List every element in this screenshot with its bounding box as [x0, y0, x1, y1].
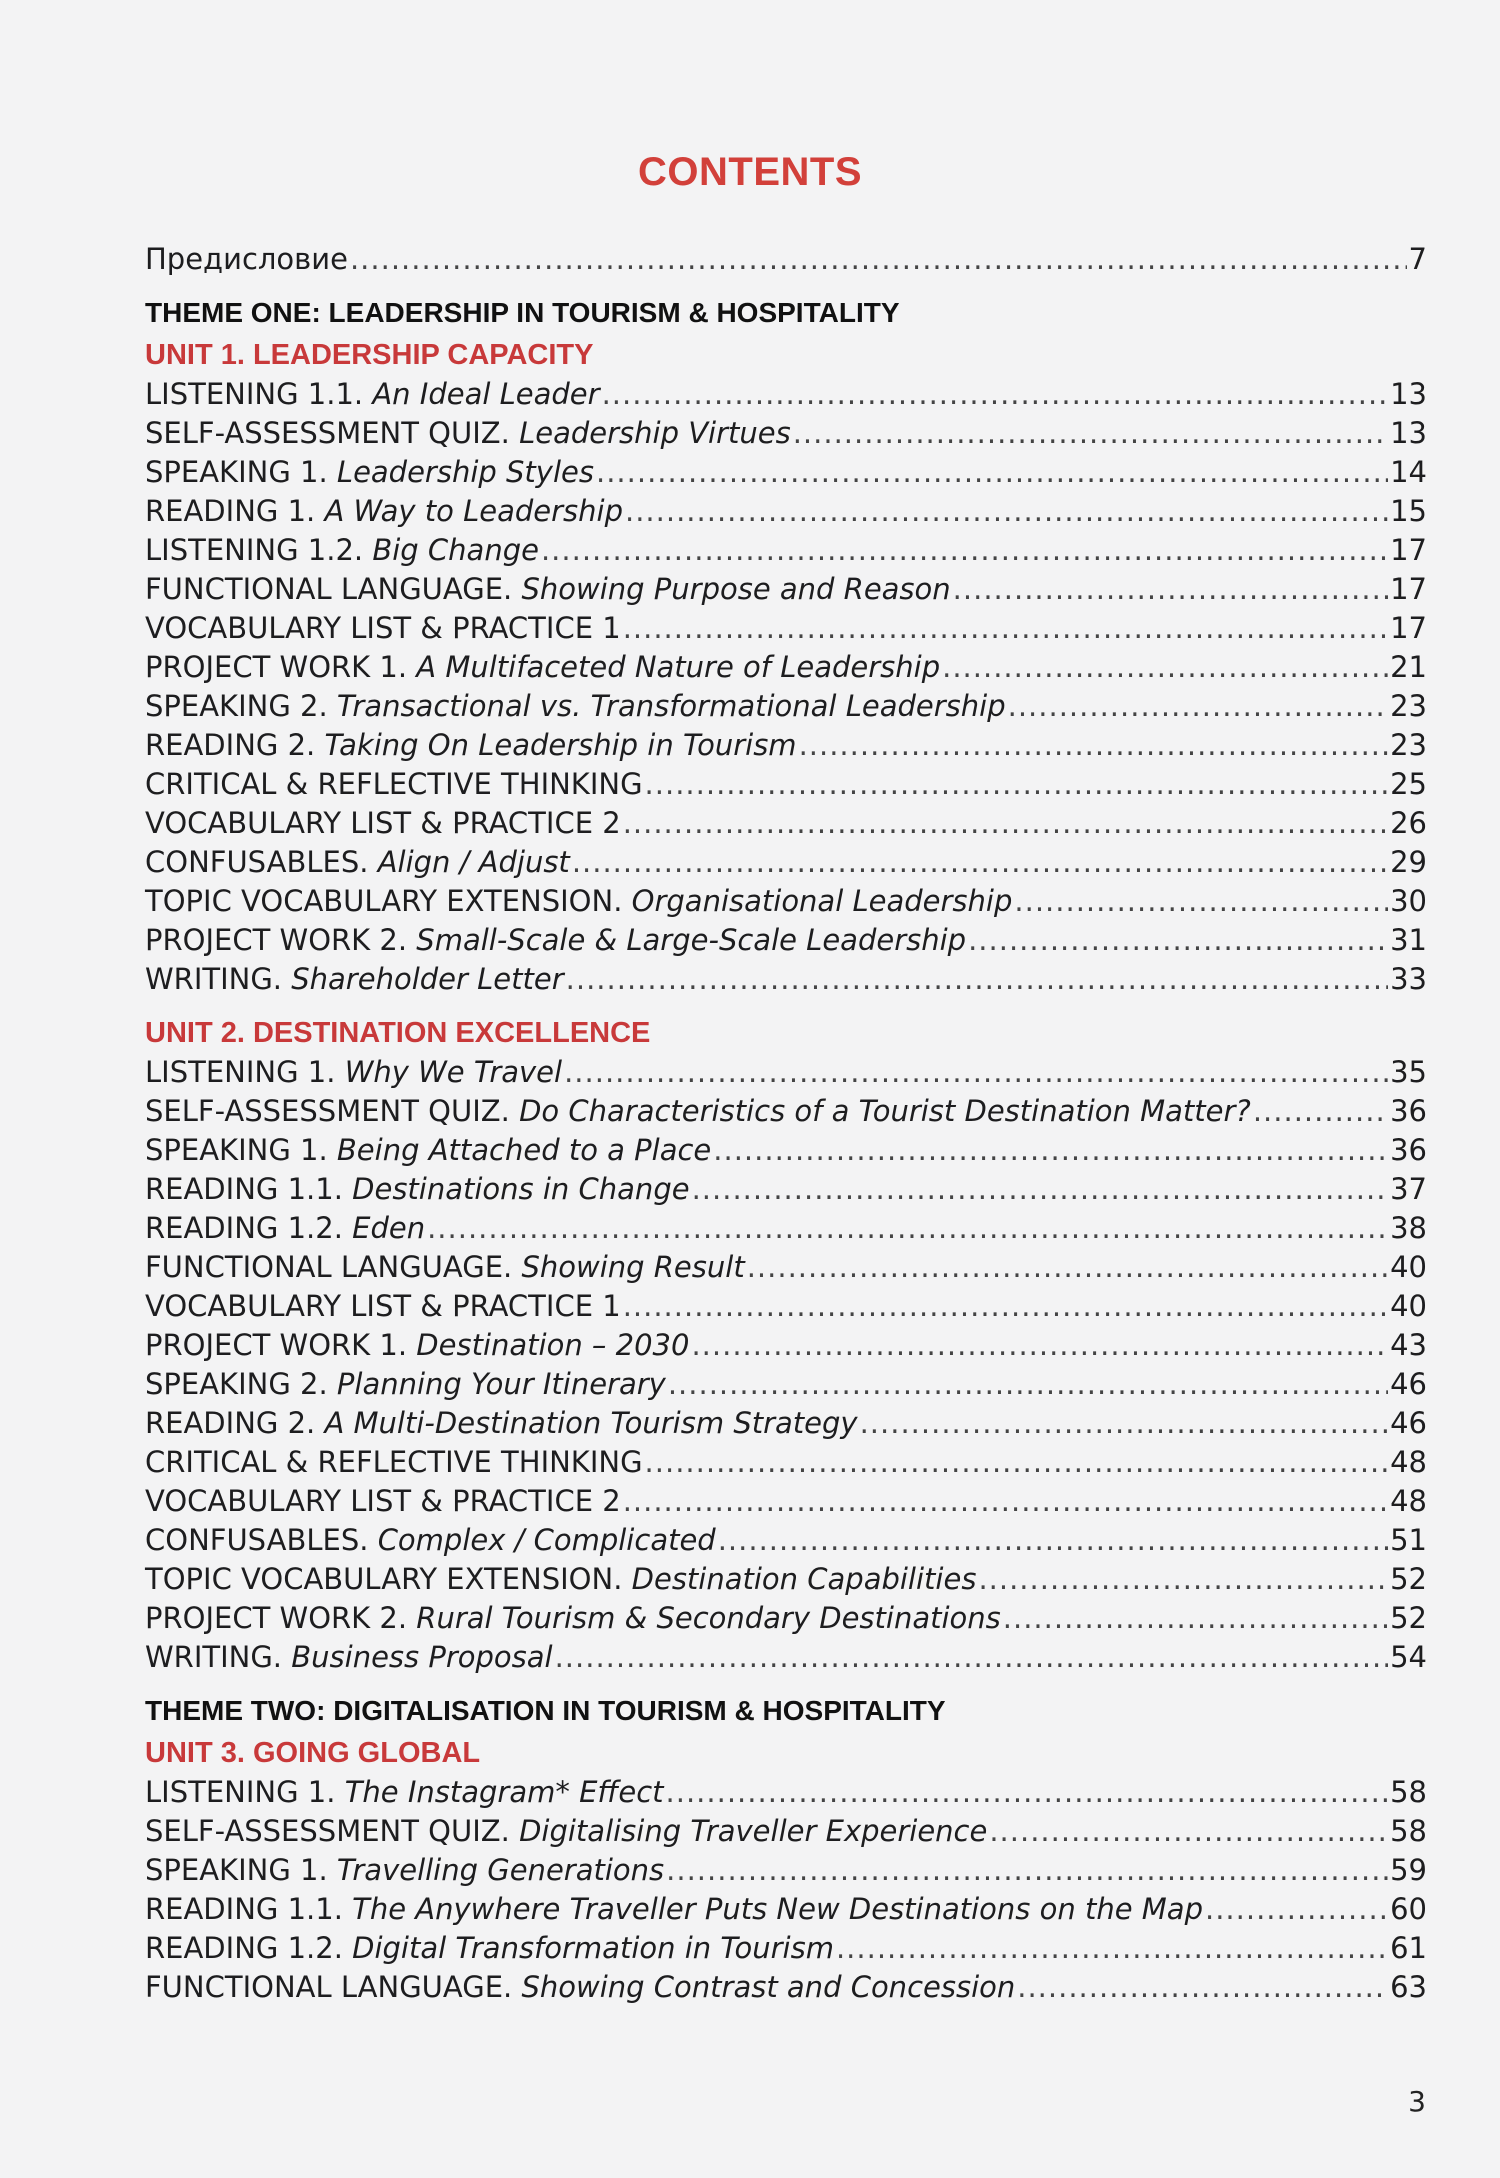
dot-leader: [691, 1326, 1388, 1365]
toc-entry[interactable]: [145, 882, 1427, 921]
toc-entry[interactable]: [145, 1638, 1427, 1677]
toc-entry-title: [145, 1443, 643, 1482]
toc-entry-subtitle: Organisational Leadership: [631, 884, 1013, 918]
toc-entry-label: READING 1.: [145, 494, 316, 528]
toc-entry-page: 7: [1408, 242, 1427, 276]
toc-entry-subtitle: Being Attached to a Place: [336, 1133, 712, 1167]
toc-entry-subtitle: Eden: [352, 1211, 426, 1245]
dot-leader: [1205, 1890, 1388, 1929]
toc-entry[interactable]: [145, 960, 1427, 999]
dot-leader: [713, 1131, 1388, 1170]
toc-entry[interactable]: [145, 843, 1427, 882]
toc-entry-label: VOCABULARY LIST & PRACTICE 1: [145, 611, 621, 645]
toc-entry-subtitle: The Anywhere Traveller Puts New Destinations on the Map: [352, 1892, 1203, 1926]
toc-entry[interactable]: [145, 1170, 1427, 1209]
toc-entry[interactable]: [145, 492, 1427, 531]
toc-entry-title: [145, 375, 600, 414]
toc-entry-label: READING 1.2.: [145, 1211, 343, 1245]
toc-entry-title: [145, 1092, 1251, 1131]
toc-entry[interactable]: [145, 1287, 1427, 1326]
toc-entry-page: 54: [1390, 1640, 1427, 1674]
toc-entry-title: [145, 648, 940, 687]
toc-entry[interactable]: [145, 804, 1427, 843]
toc-entry-subtitle: Complex / Complicated: [377, 1523, 716, 1557]
toc-entry-label: FUNCTIONAL LANGUAGE.: [145, 1970, 513, 2004]
toc-entry[interactable]: [145, 1248, 1427, 1287]
toc-entry[interactable]: [145, 1131, 1427, 1170]
toc-entry-subtitle: Why We Travel: [344, 1055, 563, 1089]
toc-entry-title: [145, 1404, 858, 1443]
toc-entry-page: 31: [1390, 923, 1427, 957]
dot-leader: [692, 1170, 1389, 1209]
toc-entry-title: [145, 1812, 987, 1851]
toc-entry-label: SPEAKING 1.: [145, 455, 328, 489]
toc-entry-label: SELF-ASSESSMENT QUIZ.: [145, 1814, 510, 1848]
toc-entry-label: VOCABULARY LIST & PRACTICE 2: [145, 1484, 621, 1518]
toc-entry-page: 13: [1390, 377, 1427, 411]
toc-entry-page: 21: [1390, 650, 1427, 684]
toc-entry-title: [145, 1365, 666, 1404]
toc-entry-label: SELF-ASSESSMENT QUIZ.: [145, 416, 510, 450]
toc-entry-label: READING 2.: [145, 728, 316, 762]
toc-entry-title: [145, 1890, 1203, 1929]
toc-entry-label: Предисловие: [145, 242, 348, 276]
toc-entry-page: 40: [1390, 1250, 1427, 1284]
toc-entry-title: [145, 1053, 562, 1092]
toc-entry-page: 25: [1390, 767, 1427, 801]
toc-entry-subtitle: Transactional vs. Transformational Leadership: [336, 689, 1006, 723]
dot-leader: [666, 1851, 1388, 1890]
toc-entry[interactable]: [145, 687, 1427, 726]
dot-leader: [572, 843, 1388, 882]
dot-leader: [666, 1773, 1389, 1812]
toc-entry-subtitle: Do Characteristics of a Tourist Destination Matter?: [519, 1094, 1251, 1128]
toc-entry-page: 51: [1390, 1523, 1427, 1557]
toc-entry-page: 36: [1390, 1133, 1427, 1167]
toc-entry-title: [145, 1773, 664, 1812]
toc-entry-page: 33: [1390, 962, 1427, 996]
toc-entry[interactable]: [145, 375, 1427, 414]
toc-entry-page: 48: [1390, 1445, 1427, 1479]
table-of-contents: [145, 240, 1427, 2007]
dot-leader: [953, 570, 1388, 609]
toc-entry-label: VOCABULARY LIST & PRACTICE 2: [145, 806, 621, 840]
toc-entry-title: [145, 1521, 716, 1560]
toc-entry-title: [145, 1638, 553, 1677]
dot-leader: [799, 726, 1389, 765]
toc-entry-label: WRITING.: [145, 962, 283, 996]
toc-entry-subtitle: A Way to Leadership: [324, 494, 623, 528]
toc-entry[interactable]: [145, 921, 1427, 960]
toc-entry-page: 46: [1390, 1367, 1427, 1401]
toc-entry-label: TOPIC VOCABULARY EXTENSION.: [145, 1562, 623, 1596]
toc-entry-subtitle: An Ideal Leader: [372, 377, 600, 411]
toc-entry-subtitle: Travelling Generations: [336, 1853, 665, 1887]
toc-entry[interactable]: [145, 1443, 1427, 1482]
toc-entry-page: 36: [1390, 1094, 1427, 1128]
toc-entry-title: [145, 1929, 834, 1968]
toc-entry-title: [145, 804, 621, 843]
toc-entry-subtitle: Rural Tourism & Secondary Destinations: [416, 1601, 1001, 1635]
toc-entry-page: 15: [1390, 494, 1427, 528]
toc-entry-page: 61: [1390, 1931, 1427, 1965]
toc-entry-page: 37: [1390, 1172, 1427, 1206]
toc-entry[interactable]: [145, 1773, 1427, 1812]
toc-entry-title: [145, 882, 1012, 921]
dot-leader: [1003, 1599, 1388, 1638]
toc-entry-page: 14: [1390, 455, 1427, 489]
toc-entry-page: 17: [1390, 533, 1427, 567]
toc-entry-title: [145, 726, 797, 765]
toc-entry-label: LISTENING 1.: [145, 1775, 336, 1809]
toc-entry-subtitle: Showing Contrast and Concession: [521, 1970, 1016, 2004]
toc-entry-subtitle: Taking On Leadership in Tourism: [324, 728, 797, 762]
toc-entry[interactable]: [145, 570, 1427, 609]
toc-entry-title: [145, 570, 951, 609]
toc-entry[interactable]: [145, 531, 1427, 570]
unit-heading: UNIT 2. DESTINATION EXCELLENCE: [145, 1017, 651, 1049]
toc-entry[interactable]: [145, 726, 1427, 765]
toc-entry-title: [145, 492, 623, 531]
toc-entry-label: READING 1.2.: [145, 1931, 343, 1965]
dot-leader: [623, 609, 1388, 648]
dot-leader: [541, 531, 1388, 570]
dot-leader: [860, 1404, 1389, 1443]
toc-entry[interactable]: [145, 1053, 1427, 1092]
toc-entry[interactable]: [145, 1812, 1427, 1851]
toc-entry-page: 23: [1390, 728, 1427, 762]
toc-entry-title: [145, 1599, 1001, 1638]
toc-entry-label: FUNCTIONAL LANGUAGE.: [145, 1250, 513, 1284]
dot-leader: [668, 1365, 1388, 1404]
toc-entry-page: 60: [1390, 1892, 1427, 1926]
toc-entry-title: [145, 1248, 745, 1287]
toc-entry-subtitle: Shareholder Letter: [291, 962, 564, 996]
dot-leader: [1014, 882, 1388, 921]
toc-entry-subtitle: Digital Transformation in Tourism: [352, 1931, 834, 1965]
toc-entry-label: CONFUSABLES.: [145, 1523, 369, 1557]
dot-leader: [1008, 687, 1388, 726]
toc-entry-page: 52: [1390, 1601, 1427, 1635]
toc-entry[interactable]: [145, 648, 1427, 687]
dot-leader: [836, 1929, 1388, 1968]
dot-leader: [623, 1287, 1388, 1326]
dot-leader: [427, 1209, 1388, 1248]
toc-entry[interactable]: [145, 1599, 1427, 1638]
toc-entry[interactable]: [145, 1365, 1427, 1404]
toc-entry[interactable]: [145, 414, 1427, 453]
toc-entry-label: LISTENING 1.1.: [145, 377, 364, 411]
toc-entry-page: 58: [1390, 1775, 1427, 1809]
toc-entry-label: SPEAKING 2.: [145, 689, 328, 723]
dot-leader: [942, 648, 1388, 687]
toc-entry-label: CRITICAL & REFLECTIVE THINKING: [145, 767, 643, 801]
toc-entry-title: [145, 1131, 711, 1170]
toc-entry[interactable]: [145, 1326, 1427, 1365]
toc-entry-subtitle: Destination – 2030: [416, 1328, 690, 1362]
toc-entry-subtitle: Align / Adjust: [377, 845, 570, 879]
toc-entry[interactable]: [145, 1404, 1427, 1443]
toc-entry-subtitle: Showing Result: [521, 1250, 745, 1284]
toc-entry-page: 17: [1390, 572, 1427, 606]
dot-leader: [566, 960, 1388, 999]
toc-entry-label: SPEAKING 1.: [145, 1133, 328, 1167]
toc-entry-page: 23: [1390, 689, 1427, 723]
toc-entry-label: WRITING.: [145, 1640, 283, 1674]
toc-entry-subtitle: Digitalising Traveller Experience: [519, 1814, 988, 1848]
toc-entry-subtitle: Leadership Virtues: [519, 416, 791, 450]
toc-entry-title: [145, 1482, 621, 1521]
dot-leader: [596, 453, 1388, 492]
toc-entry-title: [145, 609, 621, 648]
toc-entry-title: [145, 1287, 621, 1326]
toc-entry-label: PROJECT WORK 2.: [145, 1601, 408, 1635]
toc-entry[interactable]: [145, 453, 1427, 492]
dot-leader: [625, 492, 1388, 531]
toc-entry[interactable]: [145, 765, 1427, 804]
toc-entry-label: VOCABULARY LIST & PRACTICE 1: [145, 1289, 621, 1323]
toc-entry-subtitle: Destinations in Change: [352, 1172, 690, 1206]
dot-leader: [747, 1248, 1388, 1287]
toc-entry-title: [145, 1560, 976, 1599]
toc-entry-page: 26: [1390, 806, 1427, 840]
toc-entry[interactable]: [145, 1092, 1427, 1131]
toc-entry-title: [145, 765, 643, 804]
toc-entry-title: [145, 531, 539, 570]
toc-entry-subtitle: A Multifaceted Nature of Leadership: [416, 650, 941, 684]
toc-entry-title: [145, 1326, 689, 1365]
toc-entry-subtitle: Small-Scale & Large-Scale Leadership: [416, 923, 967, 957]
toc-entry-subtitle: Business Proposal: [291, 1640, 553, 1674]
toc-entry-page: 13: [1390, 416, 1427, 450]
toc-entry-title: [145, 1851, 664, 1890]
toc-entry-title: [145, 687, 1006, 726]
dot-leader: [978, 1560, 1388, 1599]
toc-entry-subtitle: Leadership Styles: [336, 455, 594, 489]
toc-entry[interactable]: [145, 609, 1427, 648]
toc-entry-label: READING 1.1.: [145, 1172, 343, 1206]
toc-entry-subtitle: Showing Purpose and Reason: [521, 572, 951, 606]
toc-entry-label: READING 2.: [145, 1406, 316, 1440]
toc-entry-title: [145, 1170, 690, 1209]
toc-entry[interactable]: [145, 1560, 1427, 1599]
dot-leader: [555, 1638, 1389, 1677]
toc-entry-label: CRITICAL & REFLECTIVE THINKING: [145, 1445, 643, 1479]
toc-entry[interactable]: [145, 1209, 1427, 1248]
toc-entry-label: READING 1.1.: [145, 1892, 343, 1926]
toc-entry[interactable]: [145, 1890, 1427, 1929]
dot-leader: [645, 765, 1389, 804]
toc-entry-title: [145, 1209, 425, 1248]
unit-heading: UNIT 3. GOING GLOBAL: [145, 1737, 481, 1769]
toc-entry[interactable]: [145, 1851, 1427, 1890]
toc-entry[interactable]: [145, 1929, 1427, 1968]
toc-entry-label: CONFUSABLES.: [145, 845, 369, 879]
toc-entry-title: [145, 921, 966, 960]
toc-entry-label: SPEAKING 2.: [145, 1367, 328, 1401]
toc-entry-page: 58: [1390, 1814, 1427, 1848]
dot-leader: [645, 1443, 1389, 1482]
toc-entry-page: 43: [1390, 1328, 1427, 1362]
contents-title: CONTENTS: [638, 150, 862, 194]
dot-leader: [968, 921, 1388, 960]
toc-entry-label: PROJECT WORK 1.: [145, 1328, 408, 1362]
toc-entry-page: 29: [1390, 845, 1427, 879]
toc-entry-label: LISTENING 1.: [145, 1055, 336, 1089]
toc-entry-label: SELF-ASSESSMENT QUIZ.: [145, 1094, 510, 1128]
dot-leader: [602, 375, 1389, 414]
toc-entry-title: [145, 960, 564, 999]
dot-leader: [989, 1812, 1388, 1851]
toc-entry-label: FUNCTIONAL LANGUAGE.: [145, 572, 513, 606]
toc-entry-preface[interactable]: [145, 240, 1427, 279]
toc-entry-title: [145, 414, 791, 453]
page-number: 3: [1408, 2085, 1426, 2118]
dot-leader: [1017, 1968, 1388, 2007]
toc-entry-page: 63: [1390, 1970, 1427, 2004]
theme-heading: THEME TWO: DIGITALISATION IN TOURISM & HOSPITALITY: [145, 1695, 946, 1726]
toc-entry-title: [145, 1968, 1015, 2007]
toc-entry-subtitle: A Multi-Destination Tourism Strategy: [324, 1406, 858, 1440]
toc-entry-page: 38: [1390, 1211, 1427, 1245]
toc-entry-title: [145, 453, 594, 492]
toc-entry-page: 17: [1390, 611, 1427, 645]
toc-entry-page: 30: [1390, 884, 1427, 918]
dot-leader: [1253, 1092, 1388, 1131]
toc-entry-subtitle: Big Change: [372, 533, 539, 567]
dot-leader: [350, 240, 1407, 279]
toc-entry[interactable]: [145, 1521, 1427, 1560]
toc-entry-page: 35: [1390, 1055, 1427, 1089]
dot-leader: [564, 1053, 1388, 1092]
toc-entry-label: LISTENING 1.2.: [145, 533, 364, 567]
toc-entry-subtitle: The Instagram* Effect: [344, 1775, 664, 1809]
unit-heading: UNIT 1. LEADERSHIP CAPACITY: [145, 339, 594, 371]
toc-entry-label: PROJECT WORK 1.: [145, 650, 408, 684]
dot-leader: [718, 1521, 1388, 1560]
toc-entry-label: SPEAKING 1.: [145, 1853, 328, 1887]
toc-entry-label: TOPIC VOCABULARY EXTENSION.: [145, 884, 623, 918]
toc-entry-subtitle: Destination Capabilities: [631, 1562, 977, 1596]
toc-entry[interactable]: [145, 1968, 1427, 2007]
toc-entry-title: [145, 843, 570, 882]
dot-leader: [623, 804, 1388, 843]
dot-leader: [793, 414, 1388, 453]
toc-entry-page: 59: [1390, 1853, 1427, 1887]
toc-entry-subtitle: Planning Your Itinerary: [336, 1367, 666, 1401]
toc-entry-page: 40: [1390, 1289, 1427, 1323]
toc-entry[interactable]: [145, 1482, 1427, 1521]
toc-entry-label: PROJECT WORK 2.: [145, 923, 408, 957]
toc-entry-page: 52: [1390, 1562, 1427, 1596]
theme-heading: THEME ONE: LEADERSHIP IN TOURISM & HOSPITALITY: [145, 297, 900, 328]
toc-entry-page: 48: [1390, 1484, 1427, 1518]
toc-entry-page: 46: [1390, 1406, 1427, 1440]
dot-leader: [623, 1482, 1388, 1521]
